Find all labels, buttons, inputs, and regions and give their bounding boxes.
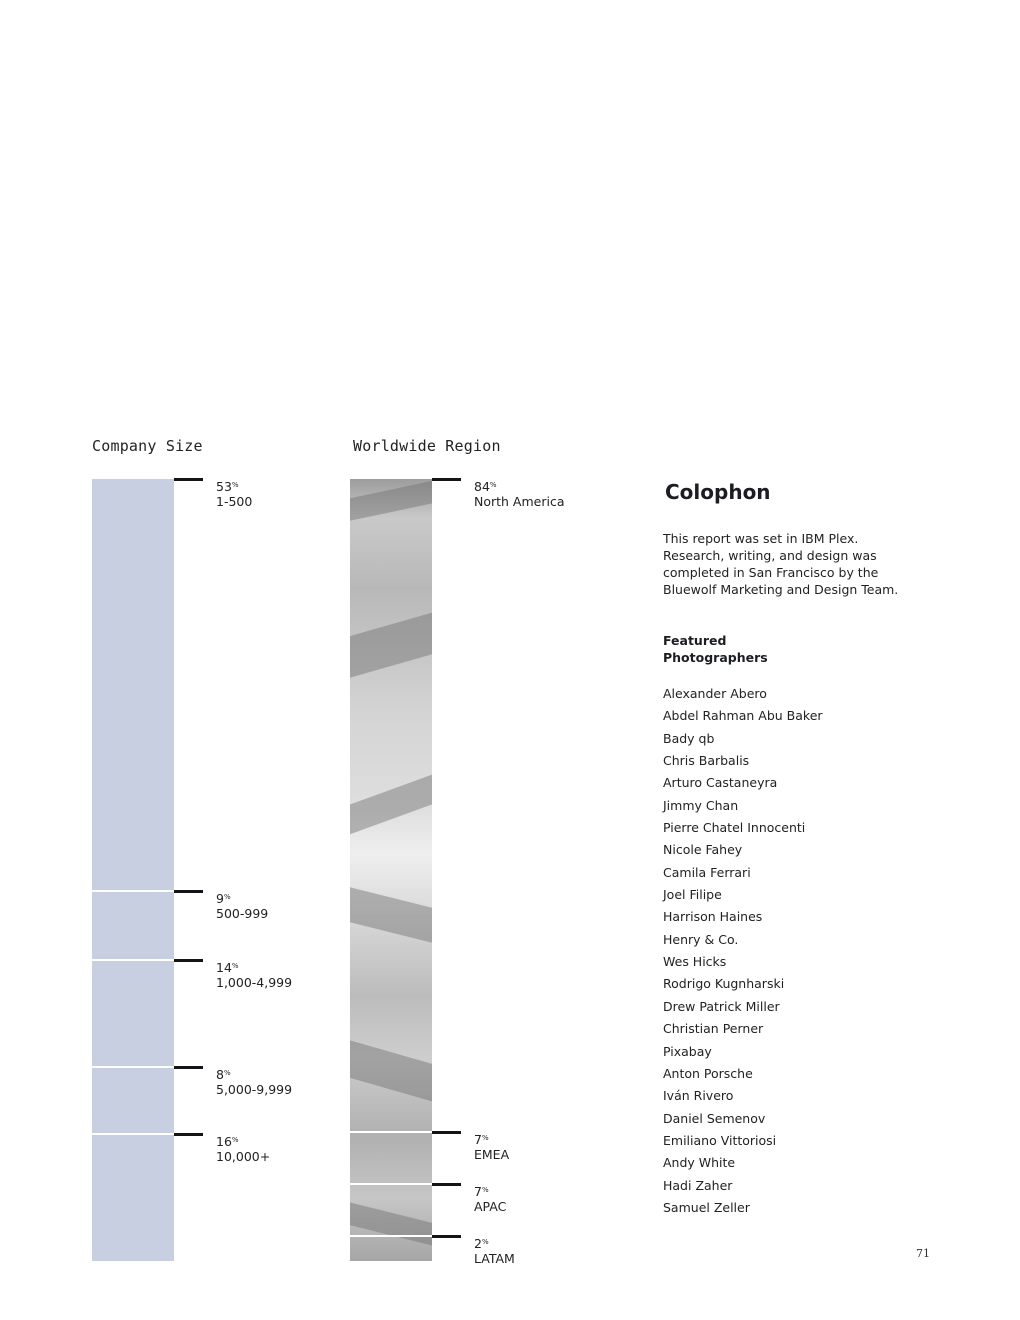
segment-divider <box>92 1133 174 1135</box>
photographer-name: Hadi Zaher <box>663 1177 733 1193</box>
segment-divider <box>92 959 174 961</box>
segment-percent: 84 <box>474 479 490 494</box>
photographer-name: Andy White <box>663 1155 736 1171</box>
segment-name: 1-500 <box>216 494 253 509</box>
segment-label <box>474 1236 515 1266</box>
segment-name: APAC <box>474 1199 507 1214</box>
colophon-body: This report was set in IBM Plex. Research, writing, and design was completed in San Francisco by the Bluewolf Marketing and Design Team. <box>663 531 899 597</box>
stripe <box>350 1199 432 1252</box>
percent-sign: % <box>223 1069 231 1077</box>
photographer-name: Abdel Rahman Abu Baker <box>663 708 823 724</box>
segment-name: 10,000+ <box>216 1149 271 1164</box>
segment-tick <box>432 1183 461 1186</box>
percent-sign: % <box>481 1134 489 1142</box>
segment-name: LATAM <box>474 1251 515 1266</box>
photographer-name: Wes Hicks <box>663 954 727 970</box>
photographer-name: Alexander Abero <box>663 686 767 701</box>
photographer-name: Jimmy Chan <box>663 797 739 813</box>
photographer-name: Harrison Haines <box>663 909 763 925</box>
segment-label <box>474 479 565 509</box>
segment-divider <box>350 1183 432 1185</box>
colophon-title: Colophon <box>665 480 771 504</box>
segment-divider <box>92 1066 174 1068</box>
segment-percent: 2 <box>474 1236 482 1251</box>
segment-tick <box>174 478 203 481</box>
stripe <box>350 479 432 524</box>
segment-percent: 7 <box>474 1132 482 1147</box>
segment-tick <box>174 890 203 893</box>
photographer-name: Anton Porsche <box>663 1065 753 1081</box>
segment-label <box>216 960 292 990</box>
segment-tick <box>432 1131 461 1134</box>
segment-percent: 9 <box>216 891 224 906</box>
segment-name: EMEA <box>474 1147 510 1162</box>
photographer-name: Camila Ferrari <box>663 864 751 880</box>
segment-percent: 14 <box>216 960 232 975</box>
photographer-name: Nicole Fahey <box>663 842 743 858</box>
stripe <box>350 607 432 681</box>
segment-label <box>474 1184 506 1214</box>
photographer-name: Drew Patrick Miller <box>663 998 780 1014</box>
segment-tick <box>174 959 203 962</box>
photographer-name: Chris Barbalis <box>663 753 750 769</box>
segment-label <box>216 1134 270 1164</box>
stripe <box>350 1037 432 1107</box>
segment-divider <box>350 1131 432 1133</box>
segment-label <box>474 1132 509 1162</box>
photographer-name: Christian Perner <box>663 1021 764 1037</box>
percent-sign: % <box>489 481 497 489</box>
photographer-name: Pierre Chatel Innocenti <box>663 820 806 836</box>
photographer-name: Iván Rivero <box>663 1088 734 1104</box>
segment-percent: 7 <box>474 1184 482 1199</box>
segment-tick <box>432 1235 461 1238</box>
region-bar-photo <box>350 479 432 1261</box>
segment-percent: 8 <box>216 1067 224 1082</box>
segment-percent: 16 <box>216 1134 232 1149</box>
segment-tick <box>432 478 461 481</box>
percent-sign: % <box>231 1136 239 1144</box>
segment-name: 5,000-9,999 <box>216 1082 293 1097</box>
segment-divider <box>92 890 174 892</box>
company-size-bar <box>92 479 174 1261</box>
percent-sign: % <box>231 962 239 970</box>
segment-divider <box>350 1235 432 1237</box>
segment-tick <box>174 1133 203 1136</box>
segment-tick <box>174 1066 203 1069</box>
page-number: 71 <box>916 1247 930 1260</box>
stripe <box>350 884 432 948</box>
segment-label <box>216 1067 292 1097</box>
segment-label <box>216 479 252 509</box>
stripe <box>350 768 432 839</box>
photographer-name: Emiliano Vittoriosi <box>663 1132 777 1148</box>
segment-name: 1,000-4,999 <box>216 975 293 990</box>
photographer-name: Bady qb <box>663 730 715 746</box>
percent-sign: % <box>481 1186 489 1194</box>
photographer-name: Arturo Castaneyra <box>663 775 778 791</box>
photographer-name: Rodrigo Kugnharski <box>663 976 785 992</box>
photographer-name: Samuel Zeller <box>663 1199 750 1215</box>
region-heading: Worldwide Region <box>353 437 501 455</box>
photographers-heading: Featured Photographers <box>663 633 768 665</box>
segment-label <box>216 891 268 921</box>
percent-sign: % <box>223 893 231 901</box>
segment-name: North America <box>474 494 565 509</box>
segment-percent: 53 <box>216 479 232 494</box>
photographer-name: Pixabay <box>663 1043 712 1059</box>
percent-sign: % <box>481 1238 489 1246</box>
photographer-name: Daniel Semenov <box>663 1110 766 1126</box>
segment-name: 500-999 <box>216 906 269 921</box>
percent-sign: % <box>231 481 239 489</box>
photographer-name: Joel Filipe <box>663 887 722 903</box>
photographer-list <box>663 683 823 1219</box>
company-size-heading: Company Size <box>92 437 203 455</box>
photographer-name: Henry & Co. <box>663 931 739 947</box>
